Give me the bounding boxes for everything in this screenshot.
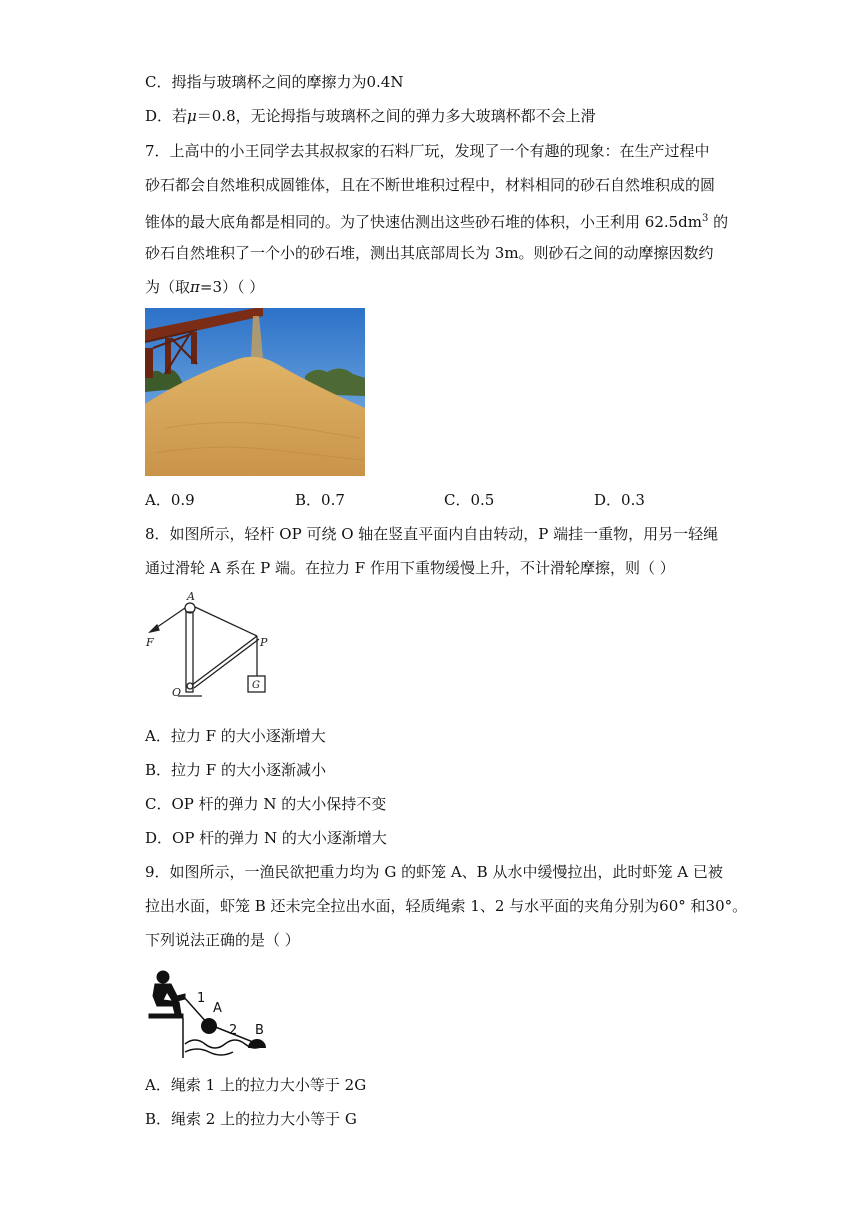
wall-pole <box>186 612 193 692</box>
q6-option-d <box>145 106 596 126</box>
q7-line-1: 7．上高中的小王同学去其叔叔家的石料厂玩，发现了一个有趣的现象：在生产过程中 <box>145 142 710 160</box>
q7-option-c: C．0.5 <box>444 491 495 509</box>
label-cage-b: B <box>255 1023 264 1038</box>
pi-symbol: π <box>190 278 200 296</box>
rod-op <box>192 636 257 685</box>
rod-op-edge <box>194 639 259 688</box>
q8-option-a: A．拉力 F 的大小逐渐增大 <box>145 727 326 745</box>
q7-line-5 <box>145 277 264 297</box>
q9-line-2: 拉出水面，虾笼 B 还未完全拉出水面，轻质绳索 1、2 与水平面的夹角分别为60° 和30°。 <box>145 897 748 915</box>
q7-superscript: 3 <box>702 213 709 224</box>
label-g: G <box>252 680 260 691</box>
q9-option-b: B．绳索 2 上的拉力大小等于 G <box>145 1110 357 1128</box>
q9-line-1: 9．如图所示，一渔民欲把重力均为 G 的虾笼 A、B 从水中缓慢拉出，此时虾笼 A 已被 <box>145 863 723 881</box>
cage-a <box>201 1018 217 1034</box>
q8-option-b: B．拉力 F 的大小逐渐减小 <box>145 761 326 779</box>
q7-line-3-b: 的 <box>708 213 729 231</box>
label-o: O <box>172 686 182 699</box>
q8-line-2: 通过滑轮 A 系在 P 端。在拉力 F 作用下重物缓慢上升，不计滑轮摩擦，则（ ） <box>145 559 675 577</box>
q7-option-a: A．0.9 <box>145 491 195 509</box>
q7-option-b: B．0.7 <box>295 491 345 509</box>
mu-symbol: μ <box>187 107 197 125</box>
sand-pile-photo <box>145 308 365 476</box>
label-a: A <box>187 590 195 603</box>
q9-line-3: 下列说法正确的是（ ） <box>145 931 300 949</box>
q7-line-3-a: 锥体的最大底角都是相同的。为了快速估测出这些砂石堆的体积，小王利用 62.5dm <box>145 213 702 231</box>
water-wave-2 <box>185 1049 233 1055</box>
q6-option-d-rest: ＝0.8，无论拇指与玻璃杯之间的弹力多大玻璃杯都不会上滑 <box>196 107 596 125</box>
q7-line-5-b: =3）（ ） <box>199 278 265 296</box>
label-cage-a: A <box>213 1001 222 1016</box>
q6-option-c: C．拇指与玻璃杯之间的摩擦力为0.4N <box>145 73 404 91</box>
q8-line-1: 8．如图所示，轻杆 OP 可绕 O 轴在竖直平面内自由转动，P 端挂一重物，用另一轻绳 <box>145 525 719 543</box>
q8-pulley-diagram <box>140 590 290 710</box>
q7-line-3 <box>145 209 728 232</box>
q9-fisherman-diagram <box>143 966 273 1060</box>
fisherman-body <box>153 984 185 1014</box>
fisherman-head <box>157 971 169 983</box>
label-rope-2: 2 <box>229 1023 238 1038</box>
label-rope-1: 1 <box>197 991 206 1006</box>
q8-option-d: D．OP 杆的弹力 N 的大小逐渐增大 <box>145 829 387 847</box>
q6-option-d-prefix: D．若 <box>145 107 188 125</box>
force-arrow-icon <box>150 625 159 632</box>
label-f: F <box>146 636 154 649</box>
platform <box>149 1014 183 1018</box>
rope-to-p <box>195 607 257 636</box>
q7-line-5-a: 为（取 <box>145 278 191 296</box>
label-p: P <box>260 636 268 649</box>
q7-option-d: D．0.3 <box>594 491 645 509</box>
q7-line-2: 砂石都会自然堆积成圆锥体，且在不断世堆积过程中，材料相同的砂石自然堆积成的圆 <box>145 176 716 194</box>
q9-option-a: A．绳索 1 上的拉力大小等于 2G <box>145 1076 367 1094</box>
q8-option-c: C．OP 杆的弹力 N 的大小保持不变 <box>145 795 387 813</box>
pivot-o <box>187 683 193 689</box>
q7-line-4: 砂石自然堆积了一个小的砂石堆，测出其底部周长为 3m。则砂石之间的动摩擦因数约 <box>145 244 714 262</box>
